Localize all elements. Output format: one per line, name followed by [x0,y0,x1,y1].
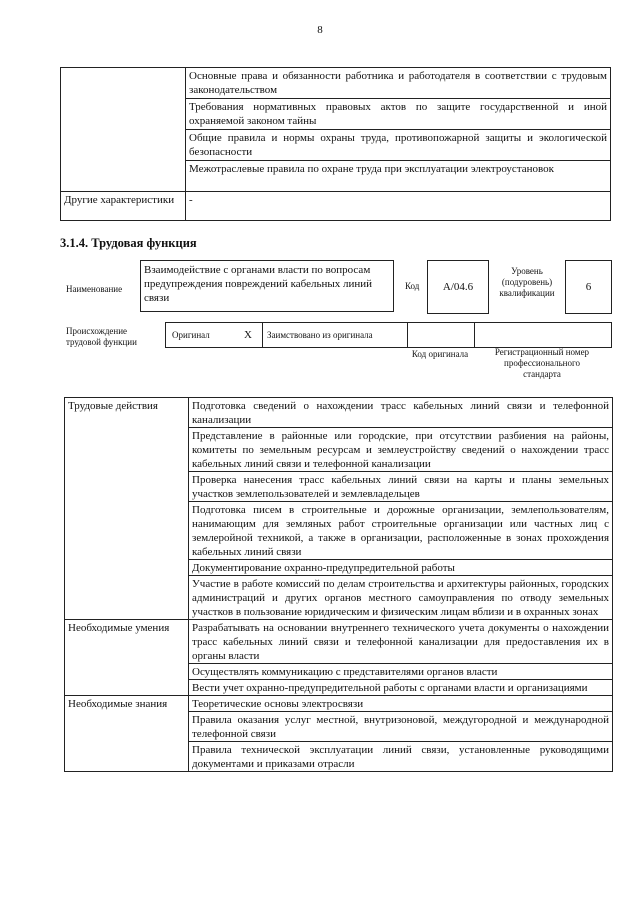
group-item: Подготовка писем в строительные и дорожные организации, землепользователям, нанимающим для земляных работ строительные организации или частных лиц с землеройной техникой, а также в организации, расположенные в зонах прохождения кабельных линий связи [189,502,613,560]
original-mark: X [244,329,252,341]
code-original-caption: Код оригинала [411,349,469,359]
origin-divider [407,323,408,347]
group-item: Правила технической эксплуатации линий связи, установленные руководящими документами и приказами отрасли [189,742,613,772]
borrowed-label: Заимствовано из оригинала [267,330,373,340]
group-item: Разрабатывать на основании внутреннего технического учета документы о нахождении трасс кабельных линий связи и телефонной канализации для предоставления их в органы власти [189,620,613,664]
group-item: Теоретические основы электросвязи [189,696,613,712]
reg-number-caption: Регистрационный номер профессионального стандарта [494,347,590,379]
other-characteristics-label: Другие характеристики [61,192,186,221]
knowledge-item: Межотраслевые правила по охране труда при эксплуатации электроустановок [186,161,611,192]
group-item: Правила оказания услуг местной, внутризоновой, междугородной и международной телефонной связи [189,712,613,742]
knowledge-item: Требования нормативных правовых актов по защите государственной и иной охраняемой законом тайны [186,99,611,130]
group-item: Осуществлять коммуникацию с представителями органов власти [189,664,613,680]
level-label: Уровень (подуровень) квалификации [499,266,555,298]
empty-label-cell [61,68,186,192]
group-label: Трудовые действия [65,398,189,620]
group-item: Документирование охранно-предупредительной работы [189,560,613,576]
origin-divider [474,323,475,347]
function-details-table [64,397,613,772]
group-item: Участие в работе комиссий по делам строительства и архитектуры районных, городских администраций и других органов местного самоуправления по отводу земельных участков в пользование юридическим и физическим лицам вблизи и в охранных зонах [189,576,613,620]
group-item: Проверка нанесения трасс кабельных линий связи на карты и планы земельных участков землепользователей и землевладельцев [189,472,613,502]
group-item: Вести учет охранно-предупредительной работы с органами власти и организациями [189,680,613,696]
section-title: 3.1.4. Трудовая функция [60,236,197,250]
origin-row [165,322,612,348]
top-knowledge-table [60,67,611,221]
knowledge-item: Основные права и обязанности работника и работодателя в соответствии с трудовым законодательством [186,68,611,99]
origin-divider [262,323,263,347]
page-number: 8 [317,24,323,36]
function-code-box: А/04.6 [427,260,489,314]
group-item: Представление в районные или городские, при отсутствии разбиения на районы, комитеты по земельным ресурсам и землеустройству сведений о нахождении трасс кабельных линий связи и телефонной канализации [189,428,613,472]
level-value-box: 6 [565,260,612,314]
group-label: Необходимые знания [65,696,189,772]
name-label: Наименование [66,284,123,294]
original-label: Оригинал [172,330,210,340]
group-item: Подготовка сведений о нахождении трасс кабельных линий связи и телефонной канализации [189,398,613,428]
other-characteristics-value: - [186,192,611,221]
code-label: Код [405,281,420,291]
function-name-box: Взаимодействие с органами власти по вопросам предупреждения повреждений кабельных линий связи [140,260,394,312]
knowledge-item: Общие правила и нормы охраны труда, противопожарной защиты и экологической безопасности [186,130,611,161]
origin-label: Происхождение трудовой функции [66,326,137,347]
group-label: Необходимые умения [65,620,189,696]
